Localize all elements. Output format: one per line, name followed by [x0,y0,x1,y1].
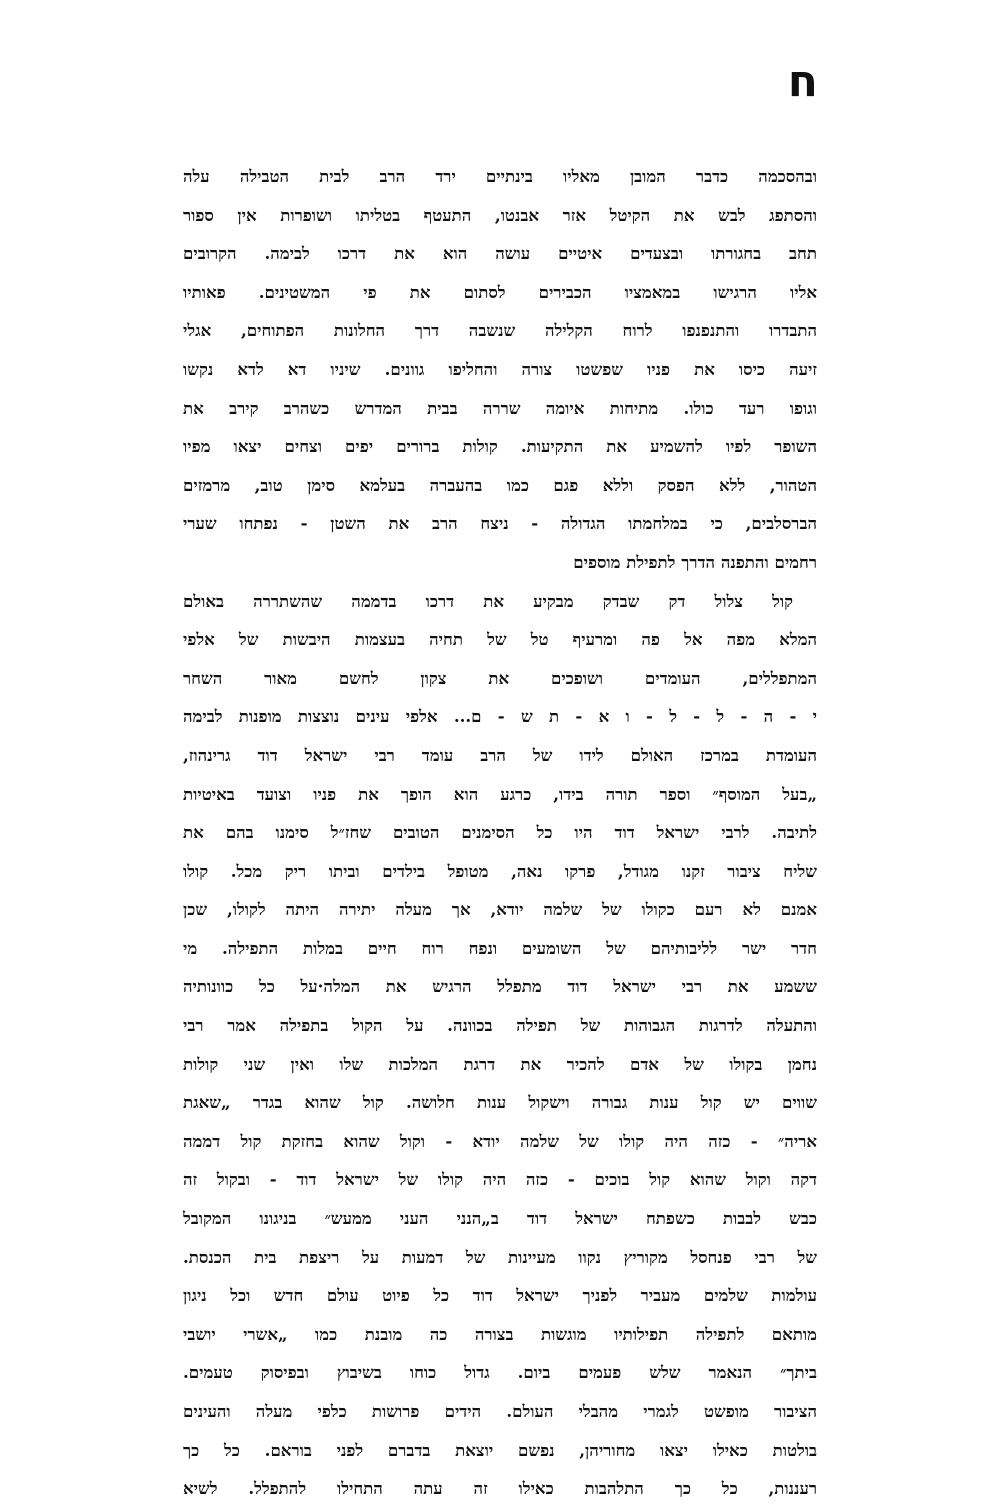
text-line: אליו הרגישו במאמציו הכבירים לסתום את פי המשטינים. פאותיו [183,281,817,302]
text-line: „בעל המוסף״ וספר תורה בידו, כרגע הוא הופך את פניו וצועד באיטיות [183,783,817,804]
text-line: אריה״ - כזה היה קולו של שלמה יודא - וקול שהוא בחזקת קול דממה [183,1130,817,1151]
text-line: התבדרו והתנפנפו לרוח הקלילה שנשבה דרך החלונות הפתוחים, אגלי [183,320,817,341]
text-line: של רבי פנחסל מקוריץ נקוו מעיינות של דמעות על ריצפת בית הכנסת. [183,1246,817,1267]
text-line: לתיבה. לרבי ישראל דוד היו כל הסימנים הטובים שחז״ל סימנו בהם את [183,822,817,843]
text-line: והסתפג לבש את הקיטל אזר אבנטו, התעטף בטליתו ושופרות אין ספור [183,204,817,225]
text-line: וגופו רעד כולו. מתיחות איומה שררה בבית המדרש כשהרב קירב את [183,397,817,418]
text-line: תחב בחגורתו ובצעדים איטיים עושה הוא את דרכו לבימה. הקרובים [183,243,817,264]
text-line: חדר ישר לליבותיהם של השומעים ונפח רוח חיים במלות התפילה. מי [183,937,817,958]
text-line: שליח ציבור זקנו מגודל, פרקו נאה, מטופל בילדים וביתו ריק מכל. קולו [183,860,817,881]
text-line: ביתך״ הנאמר שלש פעמים ביום. גדול כוחו בשיבוץ ובפיסוק טעמים. [183,1362,817,1383]
paragraph-start-line: קול צלול דק שבדק מבקיע את דרכו בדממה שהשתררה באולם [183,590,793,611]
text-line: אמנם לא רעם כקולו של שלמה יודא, אך מעלה יתירה היתה לקולו, שכן [183,899,817,920]
text-line: הטהור, ללא הפסק וללא פגם כמו בהעברה בעלמא סימן טוב, מרמזים [183,474,817,495]
text-line: נחמן בקולו של אדם להכיר את דרגת המלכות שלו ואין שני קולות [183,1053,817,1074]
text-line: המתפללים, העומדים ושופכים את צקון לחשם מאור השחר [183,667,817,688]
text-line: כבש לבבות כשפתח ישראל דוד ב„הנני העני ממעש״ בניגונו המקובל [183,1208,817,1229]
text-line: עולמות שלמים מעביר לפניך ישראל דוד כל פיוט עולם חדש וכל ניגון [183,1285,817,1306]
text-line: זיעה כיסו את פניו שפשטו צורה והחליפו גוונים. שיניו דא לדא נקשו [183,358,817,379]
text-line: י - ה - ל - ל - ו א - ת ש - ם... אלפי עינים נוצצות מופנות לבימה [183,706,817,727]
body-text [183,157,817,1508]
text-line: ששמע את רבי ישראל דוד מתפלל הרגיש את המלה·על כל כוונותיה [183,976,817,997]
text-line: והתעלה לדרגות הגבוהות של תפילה בכוונה. על הקול בתפילה אמר רבי [183,1015,817,1036]
text-line: מותאם לתפילה תפילותיו מוגשות בצורה כה מובנת כמו „אשרי יושבי [183,1323,817,1344]
text-line: הציבור מופשט לגמרי מהבלי העולם. הידים פרושות כלפי מעלה והעינים [183,1401,817,1421]
paragraph-end-line: רחמים והתפנה הדרך לתפילת מוספים [573,551,817,572]
text-line: השופר לפיו להשמיע את התקיעות. קולות ברורים יפים וצחים יצאו מפיו [183,436,817,457]
text-line: דקה וקול שהוא קול בוכים - כזה היה קולו של ישראל דוד - ובקול זה [183,1169,817,1190]
text-line: בולטות כאילו יצאו מחוריהן, נפשם יוצאת בדברם לפני בוראם. כל כך [183,1439,817,1460]
text-line: רעננות, כל כך התלהבות כאילו זה עתה התחילו להתפלל. לשיא [183,1478,817,1499]
text-line: ובהסכמה כדבר המובן מאליו בינתיים ירד הרב לבית הטבילה עלה [183,166,817,186]
text-line: המלא מפה אל פה ומרעיף טל של תחיה בעצמות היבשות של אלפי [183,629,817,650]
text-line: שווים יש קול ענות גבורה וישקול ענות חלושה. קול שהוא בגדר „שאגת [183,1092,817,1113]
text-line: הברסלבים, כי במלחמתו הגדולה - ניצח הרב את השטן - נפתחו שערי [183,513,817,534]
page-number: ח [787,56,818,107]
text-line: העומדת במרכז האולם לידו של הרב עומד רבי ישראל דוד גרינהוז, [183,744,817,765]
